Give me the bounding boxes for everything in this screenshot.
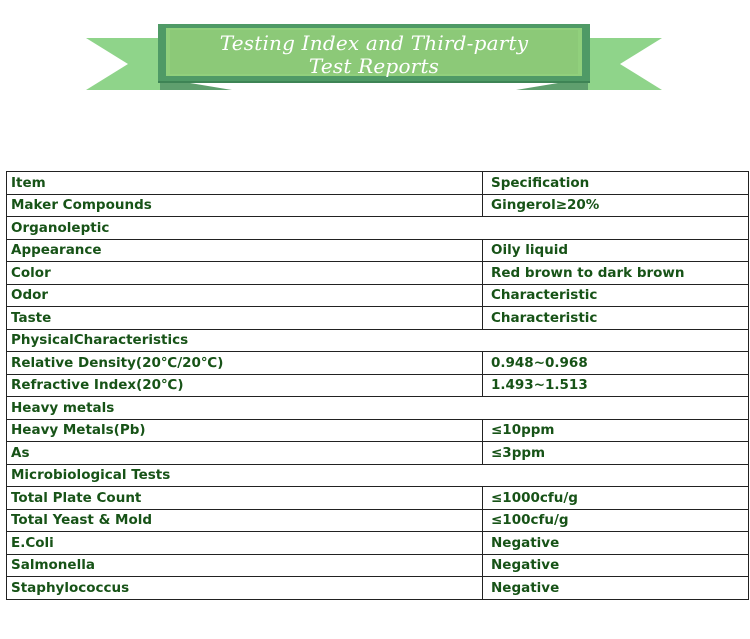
item-cell: Taste	[7, 307, 483, 330]
specification-cell: Negative	[483, 532, 749, 555]
item-cell: Odor	[7, 284, 483, 307]
section-heading: PhysicalCharacteristics	[7, 329, 749, 352]
specification-cell: ≤100cfu/g	[483, 509, 749, 532]
item-cell: Refractive Index(20℃)	[7, 374, 483, 397]
table-row	[7, 554, 749, 577]
specification-cell: Characteristic	[483, 307, 749, 330]
table-row	[7, 352, 749, 375]
table-row	[7, 487, 749, 510]
table-section-row	[7, 397, 749, 420]
item-cell: Item	[7, 172, 483, 195]
banner-title-line-1: Testing Index and Third-party	[219, 31, 529, 55]
section-heading: Microbiological Tests	[7, 464, 749, 487]
item-cell: Staphylococcus	[7, 577, 483, 600]
table-row	[7, 239, 749, 262]
table-row	[7, 419, 749, 442]
specification-cell: 0.948~0.968	[483, 352, 749, 375]
title-banner	[86, 18, 662, 102]
table-section-row	[7, 217, 749, 240]
section-heading: Heavy metals	[7, 397, 749, 420]
table-section-row	[7, 329, 749, 352]
item-cell: Heavy Metals(Pb)	[7, 419, 483, 442]
specification-cell: Red brown to dark brown	[483, 262, 749, 285]
table-row	[7, 194, 749, 217]
specification-cell: Negative	[483, 577, 749, 600]
specification-cell: ≤10ppm	[483, 419, 749, 442]
item-cell: Appearance	[7, 239, 483, 262]
specification-table	[6, 171, 749, 600]
table-row	[7, 577, 749, 600]
specification-cell: Oily liquid	[483, 239, 749, 262]
table-row	[7, 262, 749, 285]
item-cell: Maker Compounds	[7, 194, 483, 217]
item-cell: Total Yeast & Mold	[7, 509, 483, 532]
specification-cell: Gingerol≥20%	[483, 194, 749, 217]
table-row	[7, 374, 749, 397]
table-section-row	[7, 464, 749, 487]
specification-cell: 1.493~1.513	[483, 374, 749, 397]
table-body	[7, 172, 749, 600]
table-row	[7, 172, 749, 195]
banner-title	[86, 32, 662, 78]
item-cell: Salmonella	[7, 554, 483, 577]
specification-cell: ≤1000cfu/g	[483, 487, 749, 510]
section-heading: Organoleptic	[7, 217, 749, 240]
item-cell: E.Coli	[7, 532, 483, 555]
table-row	[7, 509, 749, 532]
table-row	[7, 532, 749, 555]
specification-cell: Characteristic	[483, 284, 749, 307]
item-cell: Relative Density(20℃/20℃)	[7, 352, 483, 375]
specification-cell: ≤3ppm	[483, 442, 749, 465]
table-row	[7, 307, 749, 330]
item-cell: Color	[7, 262, 483, 285]
table-row	[7, 442, 749, 465]
specification-cell: Specification	[483, 172, 749, 195]
specification-cell: Negative	[483, 554, 749, 577]
table-row	[7, 284, 749, 307]
banner-title-line-2: Test Reports	[308, 54, 440, 78]
item-cell: As	[7, 442, 483, 465]
item-cell: Total Plate Count	[7, 487, 483, 510]
